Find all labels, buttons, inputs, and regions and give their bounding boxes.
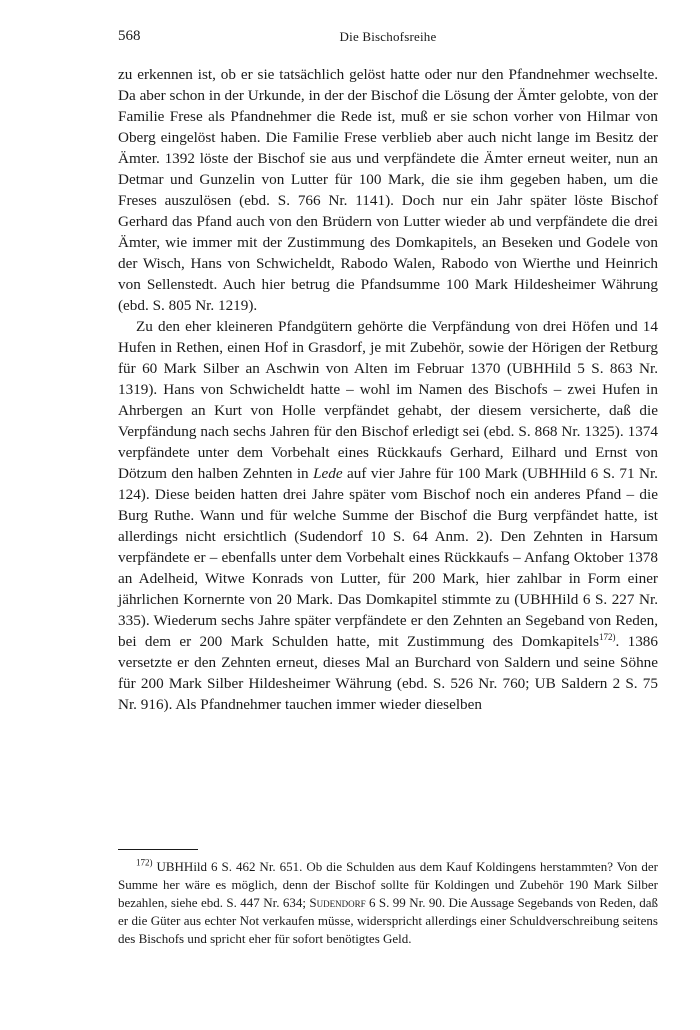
footnote-text-1: UBHHild 6 S. 462 Nr. 651. Ob die Schulden aus dem Kauf Koldingens herstammten? Von der Summe her wäre es möglich, denn der Bischof sollte für Koldingen und Zubehör 190 Mark Silber bezahlen, siehe ebd. S. 447 Nr. 634; <box>118 859 658 910</box>
footnote-author-smallcaps: Sudendorf <box>309 895 366 910</box>
page-header <box>118 28 658 50</box>
running-title: Die Bischofsreihe <box>339 29 437 44</box>
main-text <box>118 64 658 715</box>
footnote-172 <box>118 858 658 948</box>
footnote-text-2: 6 S. 99 Nr. 90. Die Aussage Segebands von Reden, daß er die Güter aus echter Not verkaufen müsse, widerspricht allerdings einer Schuldverschreibung seitens des Bischofs und spricht eher für sofort benötigtes Geld. <box>118 895 658 946</box>
footnote-reference-172[interactable]: 172) <box>599 631 616 642</box>
paragraph-1: zu erkennen ist, ob er sie tatsächlich gelöst hatte oder nur den Pfandnehmer wechselte. Da aber schon in der Urkunde, in der der Bischof die Lösung der Ämter gelobte, von der Familie Frese als Pfandnehmer die Rede ist, muß er sie schon vorher von Hilmar von Oberg eingelöst haben. Die Familie Frese verblieb aber auch nicht lange im Besitz der Ämter. 1392 löste der Bischof sie aus und verpfändete die Ämter erneut weiter, nun an Detmar und Gunzelin von Lutter für 100 Mark, die sie ihm gegeben haben, um die Freses auszulösen (ebd. S. 766 Nr. 1141). Doch nur ein Jahr später löste Bischof Gerhard das Pfand auch von den Brüdern von Lutter wieder ab und verpfändete die drei Ämter, wie immer mit der Zustimmung des Domkapitels, an Beseken und Godele von der Wisch, Hans von Schwicheldt, Rabodo Walen, Rabodo von Wierthe und Heinrich von Sellenstedt. Auch hier betrug die Pfandsumme 100 Mark Hildesheimer Währung (ebd. S. 805 Nr. 1219). <box>118 66 658 314</box>
footnotes <box>118 858 658 948</box>
paragraph-2-part-2: auf vier Jahre für 100 Mark (UBHHild 6 S. 71 Nr. 124). Diese beiden hatten drei Jahre später vom Bischof noch ein anderes Pfand – die Burg Ruthe. Wann und für welche Summe der Bischof die Burg verpfändet hatte, ist allerdings nicht ersichtlich (Sudendorf 10 S. 64 Anm. 2). Den Zehnten in Harsum verpfändete er – ebenfalls unter dem Vorbehalt eines Rückkaufs – Anfang Oktober 1378 an Adelheid, Witwe Konrads von Lutter, für 200 Mark, hier zahlbar in Form einer jährlichen Kornernte von 20 Mark. Das Domkapitel stimmte zu (UBHHild 6 S. 227 Nr. 335). Wiederum sechs Jahre später verpfändete er den Zehnten an Segeband von Reden, bei dem er 200 Mark Schulden hatte, mit Zustimmung des Domkapitels <box>118 465 658 650</box>
footnote-marker: 172) <box>136 857 153 868</box>
paragraph-2-part-1: Zu den eher kleineren Pfandgütern gehörte die Verpfändung von drei Höfen und 14 Hufen in Rethen, einen Hof in Grasdorf, je mit Zubehör, sowie der Hörigen der Retburg für 60 Mark Silber an Aschwin von Alten im Februar 1370 (UBHHild 5 S. 863 Nr. 1319). Hans von Schwicheldt hatte – wohl im Namen des Bischofs – zwei Hufen in Ahrbergen an Kurt von Holle verpfändet gehabt, der diesem versicherte, daß die Verpfändung nach sechs Jahren für den Bischof erledigt sei (ebd. S. 868 Nr. 1325). 1374 verpfändete unter dem Vorbehalt eines Rückkaufs Gerhard, Eilhard und Ernst von Dötzum den halben Zehnten in <box>118 318 658 482</box>
paragraph-2-part-3: . 1386 versetzte er den Zehnten erneut, dieses Mal an Burchard von Saldern und seine Söhne für 200 Mark Silber Hildesheimer Währung (ebd. S. 526 Nr. 760; UB Saldern 2 S. 75 Nr. 916). Als Pfandnehmer tauchen immer wieder dieselben <box>118 633 658 713</box>
italic-place-name: Lede <box>313 465 343 482</box>
paragraph-2 <box>118 316 658 715</box>
page-number: 568 <box>118 28 141 44</box>
footnote-separator <box>118 849 198 850</box>
